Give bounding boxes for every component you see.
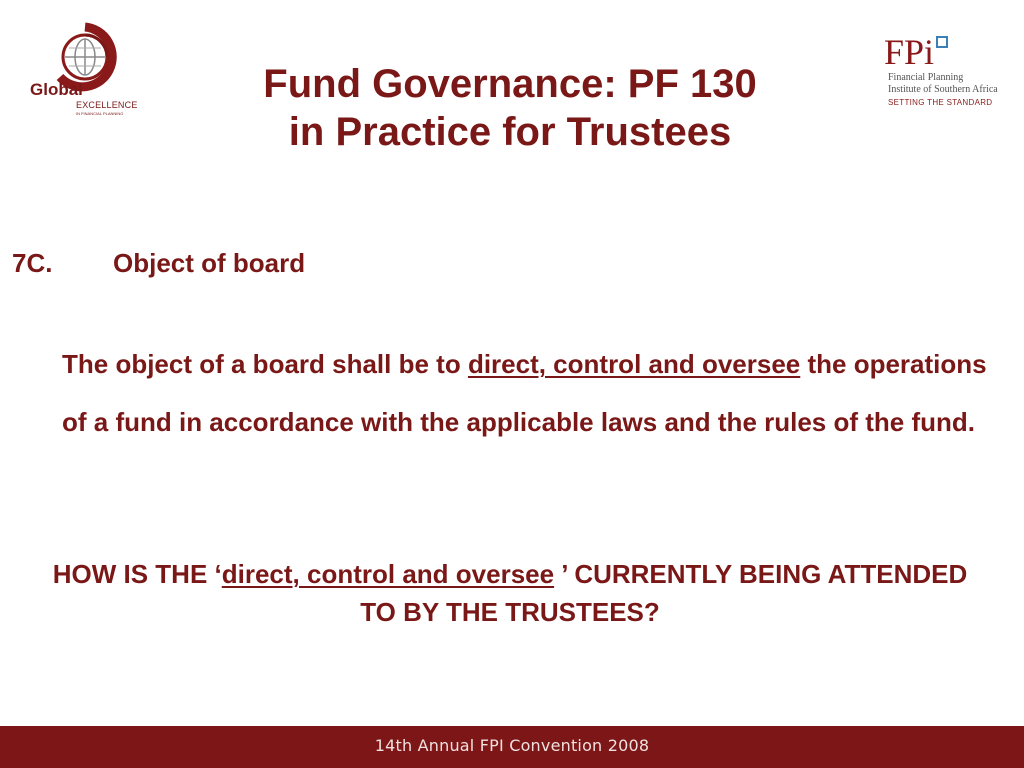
logo-excellence-text: EXCELLENCE — [76, 100, 138, 110]
fpi-logo — [884, 32, 1004, 112]
fpi-tagline: SETTING THE STANDARD — [888, 98, 993, 107]
question-text-2: ’ CURRENTLY BEING ATTENDED TO BY THE TRUSTEES? — [360, 559, 968, 627]
fpi-line2: Institute of Southern Africa — [888, 84, 998, 95]
fpi-line1: Financial Planning — [888, 72, 964, 83]
logo-brand-text: Global — [30, 80, 83, 99]
question-text — [40, 555, 980, 631]
para-text-1: The object of a board shall be to — [62, 349, 468, 379]
footer-text: 14th Annual FPI Convention 2008 — [374, 736, 650, 755]
section-heading — [12, 248, 305, 279]
title-line-2: in Practice for Trustees — [288, 110, 732, 154]
title-line-1: Fund Governance: PF 130 — [263, 62, 757, 106]
question-text-1: HOW IS THE ‘ — [52, 559, 222, 589]
fpi-square-icon — [936, 36, 948, 48]
slide-title — [180, 60, 840, 156]
logo-sub-text: IN FINANCIAL PLANNING — [76, 111, 124, 116]
para-underlined-text: direct, control and oversee — [467, 349, 801, 379]
body-paragraph — [62, 335, 992, 451]
para-text-2: the operations of a fund in accordance with the applicable laws and the rules of the fund. — [62, 349, 987, 437]
question-underlined-text: direct, control and oversee — [221, 559, 555, 589]
global-excellence-logo — [30, 22, 140, 122]
fpi-logo-mark: FPi — [884, 32, 935, 72]
section-title: Object of board — [113, 248, 306, 278]
section-number: 7C. — [12, 248, 53, 278]
